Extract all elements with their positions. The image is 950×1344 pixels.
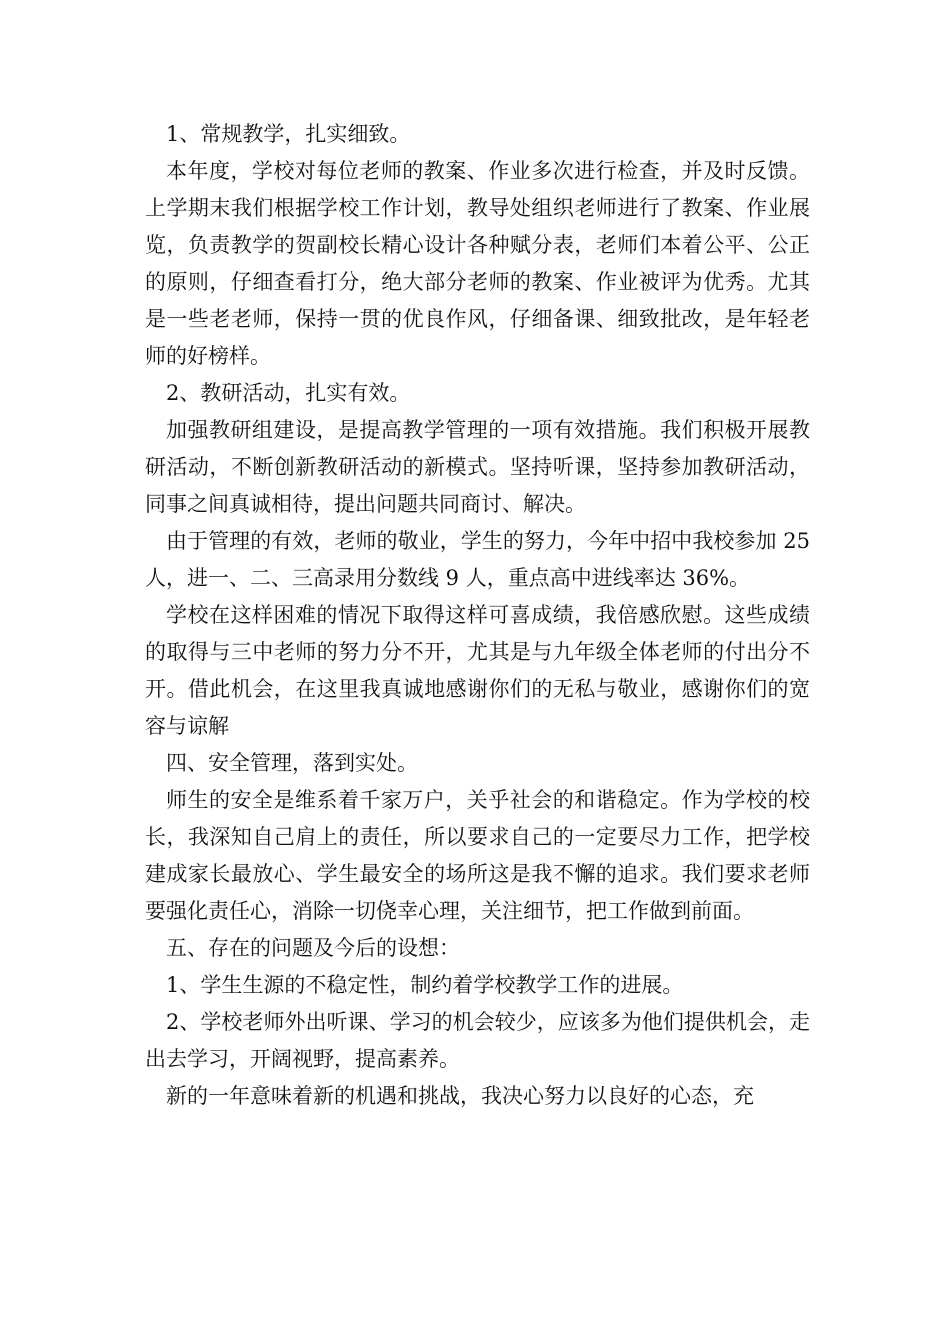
paragraph-lesson-plan-inspection: 本年度，学校对每位老师的教案、作业多次进行检查，并及时反馈。上学期末我们根据学校工作计划，教导处组织老师进行了教案、作业展览，负责教学的贺副校长精心设计各种赋分表，老师们本着公平、公正的原则，仔细查看打分，绝大部分老师的教案、作业被评为优秀。尤其是一些老老师，保持一贯的优良作风，仔细备课、细致批改，是年轻老师的好榜样。 [145,159,810,368]
paragraph-problem-1: 1、学生生源的不稳定性，制约着学校教学工作的进展。 [166,973,684,997]
document-body [145,116,810,1115]
heading-safety-management: 四、安全管理，落到实处。 [166,751,418,775]
heading-problems-plans: 五、存在的问题及今后的设想： [166,936,460,960]
paragraph-gratitude: 学校在这样困难的情况下取得这样可喜成绩，我倍感欣慰。这些成绩的取得与三中老师的努力分不开，尤其是与九年级全体老师的付出分不开。借此机会，在这里我真诚地感谢你们的无私与敬业，感谢你们的宽容与谅解 [145,603,810,738]
paragraph-problem-2: 2、学校老师外出听课、学习的机会较少，应该多为他们提供机会，走出去学习，开阔视野，提高素养。 [145,1010,810,1071]
paragraph-research-group: 加强教研组建设，是提高教学管理的一项有效措施。我们积极开展教研活动，不断创新教研活动的新模式。坚持听课，坚持参加教研活动，同事之间真诚相待，提出问题共同商讨、解决。 [145,418,810,516]
heading-teaching-research: 2、教研活动，扎实有效。 [166,381,411,405]
paragraph-safety: 师生的安全是维系着千家万户，关乎社会的和谐稳定。作为学校的校长，我深知自己肩上的责任，所以要求自己的一定要尽力工作，把学校建成家长最放心、学生最安全的场所这是我不懈的追求。我们要求老师要强化责任心，消除一切侥幸心理，关注细节，把工作做到前面。 [145,788,810,923]
heading-routine-teaching: 1、常规教学，扎实细致。 [166,122,411,146]
paragraph-new-year: 新的一年意味着新的机遇和挑战，我决心努力以良好的心态，充 [166,1084,754,1108]
paragraph-exam-results: 由于管理的有效，老师的敬业，学生的努力，今年中招中我校参加 25 人，进一、二、三高录用分数线 9 人，重点高中进线率达 36%。 [145,529,810,590]
